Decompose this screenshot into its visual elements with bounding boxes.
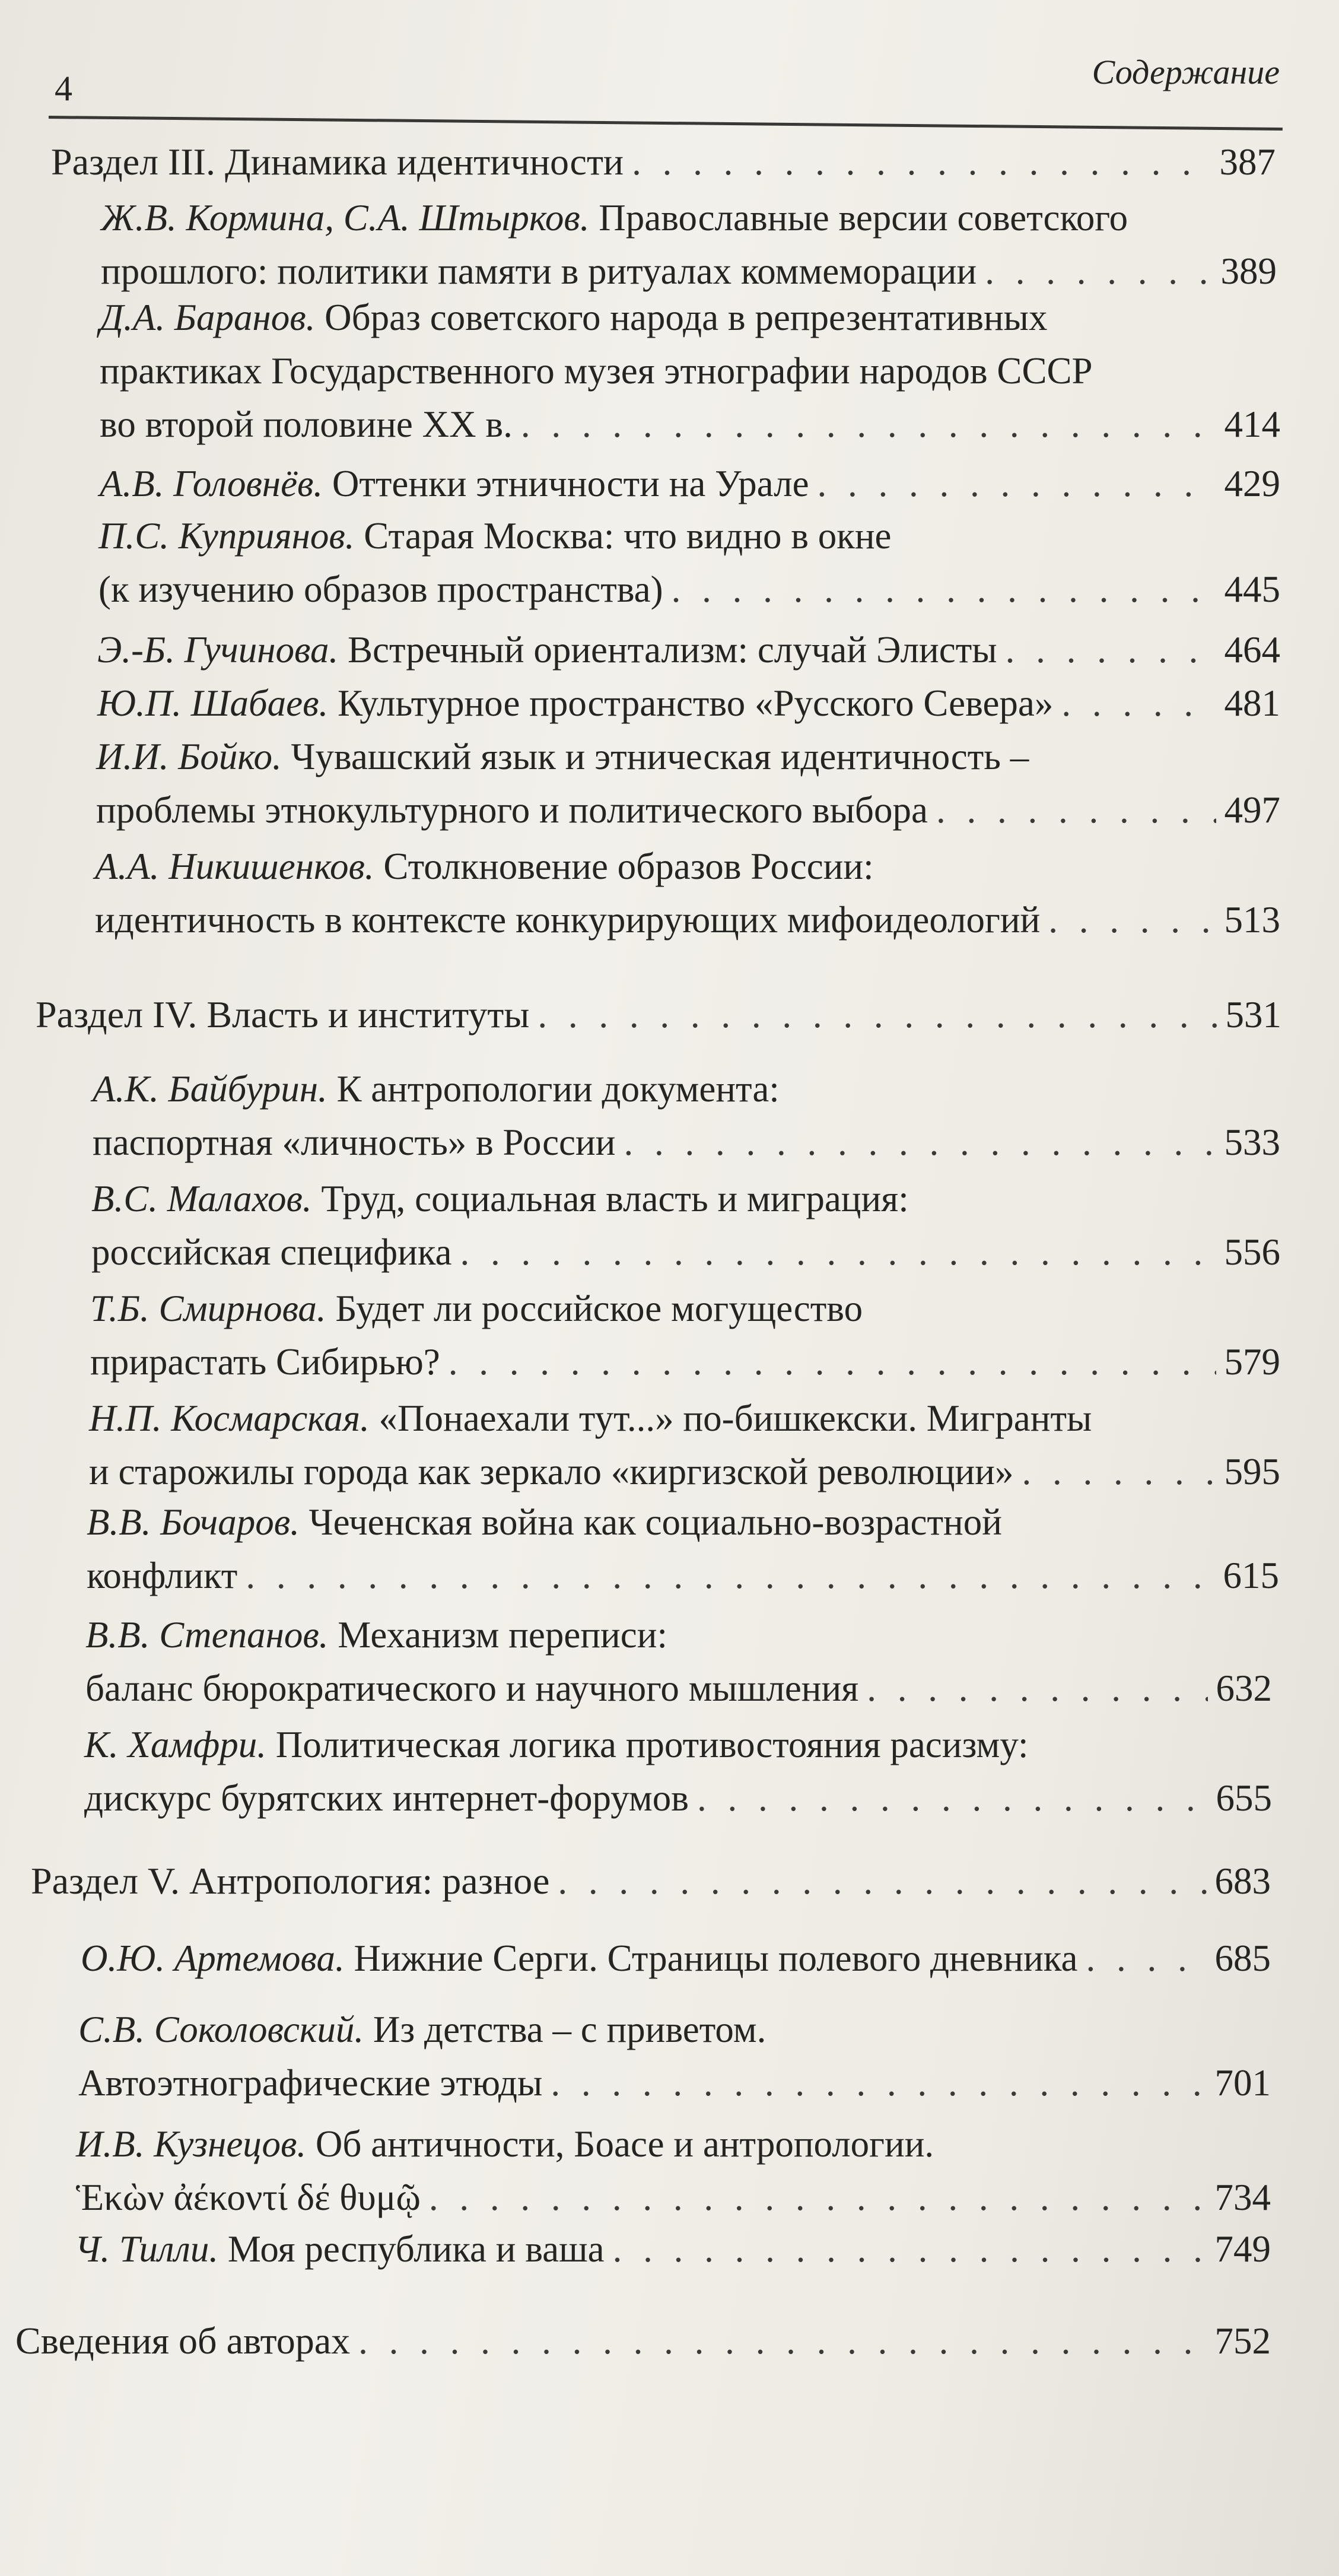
leader-dots — [521, 398, 1216, 451]
toc-entry — [89, 1392, 1280, 1498]
toc-entry — [100, 457, 1280, 510]
page-ref: 655 — [1216, 1777, 1272, 1819]
page-ref: 533 — [1224, 1122, 1280, 1163]
toc-entry — [93, 1062, 1280, 1169]
leader-dots — [429, 2171, 1207, 2224]
page-ref: 683 — [1214, 1860, 1271, 1902]
toc-entry — [76, 2117, 1271, 2224]
leader-dots — [449, 1335, 1216, 1389]
toc-section — [15, 2314, 1271, 2368]
page-number: 4 — [55, 69, 72, 108]
page-ref: 387 — [1219, 141, 1276, 183]
entry-title: Чувашский язык и этническая идентичность – — [291, 736, 1029, 777]
entry-author: Ю.П. Шабаев. — [97, 682, 329, 724]
entry-title-cont: прирастать Сибирью? — [90, 1341, 440, 1383]
leader-dots — [818, 457, 1216, 510]
page-ref: 497 — [1224, 789, 1280, 831]
toc-entry — [78, 2003, 1271, 2110]
entry-author: Ж.В. Кормина, С.А. Штырков. — [101, 197, 590, 239]
entry-title: Столкновение образов России: — [383, 846, 874, 887]
toc-entry — [96, 730, 1280, 837]
toc-entry — [95, 840, 1280, 946]
toc-entry — [97, 676, 1280, 730]
entry-title: Чеченская война как социально-возрастной — [308, 1501, 1002, 1543]
leader-dots — [551, 2056, 1206, 2110]
entry-title-cont: во второй половине XX в. — [100, 404, 513, 445]
entry-title-cont: и старожилы города как зеркало «киргизской революции» — [89, 1451, 1014, 1492]
entry-title-cont: проблемы этнокультурного и политического выбора — [96, 789, 928, 831]
entry-title: Механизм переписи: — [338, 1614, 667, 1656]
entry-title: Об античности, Боасе и антропологии. — [315, 2123, 934, 2165]
leader-dots — [460, 1225, 1216, 1279]
toc-entry — [91, 1172, 1280, 1279]
leader-dots — [613, 2222, 1207, 2276]
page-ref: 464 — [1224, 629, 1280, 671]
header-rule — [49, 116, 1283, 131]
entry-author: Ч. Тилли. — [75, 2228, 219, 2270]
toc-entry — [101, 191, 1277, 298]
entry-title: Политическая логика противостояния расизму: — [275, 1724, 1029, 1765]
entry-title: Будет ли российское могущество — [335, 1288, 863, 1329]
entry-author: А.К. Байбурин. — [93, 1068, 327, 1110]
page-ref: 752 — [1214, 2320, 1271, 2362]
page-ref: 749 — [1214, 2228, 1271, 2270]
entry-title: Моя республика и ваша — [227, 2228, 605, 2270]
toc-entry — [97, 623, 1280, 676]
leader-dots — [867, 1662, 1207, 1715]
entry-title-cont: российская специфика — [91, 1231, 452, 1273]
section-title: Сведения об авторах — [15, 2320, 351, 2362]
page-ref: 445 — [1224, 568, 1280, 610]
section-title: Раздел III. Динамика идентичности — [51, 141, 624, 183]
page-ref: 595 — [1224, 1451, 1280, 1492]
entry-author: Т.Б. Смирнова. — [90, 1288, 326, 1329]
leader-dots — [537, 988, 1217, 1041]
entry-title: Старая Москва: что видно в окне — [364, 515, 892, 557]
page-ref: 414 — [1224, 404, 1280, 445]
leader-dots — [1061, 676, 1216, 730]
page-ref: 685 — [1214, 1937, 1271, 1979]
entry-author: А.В. Головнёв. — [100, 463, 323, 504]
entry-author: И.И. Бойко. — [96, 736, 282, 777]
toc-section — [31, 1854, 1271, 1908]
entry-author: Н.П. Космарская. — [89, 1397, 370, 1439]
toc-section — [36, 988, 1281, 1041]
toc-section — [51, 135, 1276, 189]
entry-author: Д.А. Баранов. — [100, 297, 316, 338]
leader-dots — [632, 135, 1211, 189]
entry-author: К. Хамфри. — [84, 1724, 267, 1765]
toc-entry — [98, 509, 1280, 616]
leader-dots — [1048, 893, 1216, 946]
entry-author: В.В. Степанов. — [85, 1614, 329, 1656]
entry-title-cont: практиках Государственного музея этнографии народов СССР — [100, 350, 1093, 392]
entry-title: Труд, социальная власть и миграция: — [321, 1178, 909, 1219]
entry-title: «Понаехали тут...» по-бишкекски. Мигранты — [379, 1397, 1092, 1439]
leader-dots — [246, 1549, 1214, 1602]
entry-title-cont: паспортная «личность» в России — [93, 1122, 616, 1163]
page-ref: 513 — [1224, 899, 1280, 941]
entry-author: В.В. Бочаров. — [87, 1501, 300, 1543]
entry-title-cont: дискурс бурятских интернет-форумов — [84, 1777, 689, 1819]
entry-title-cont: прошлого: политики памяти в ритуалах коммеморации — [101, 250, 977, 292]
entry-author: П.С. Куприянов. — [98, 515, 355, 557]
entry-title: К антропологии документа: — [336, 1068, 780, 1110]
leader-dots — [1086, 1932, 1206, 1985]
section-title: Раздел IV. Власть и институты — [36, 993, 530, 1036]
entry-title-cont: Автоэтнографические этюды — [78, 2062, 543, 2104]
leader-dots — [624, 1116, 1216, 1169]
leader-dots — [1006, 623, 1216, 676]
section-title: Раздел V. Антропология: разное — [31, 1860, 550, 1902]
entry-author: И.В. Кузнецов. — [76, 2123, 307, 2165]
toc-entry — [75, 2222, 1271, 2276]
leader-dots — [985, 244, 1212, 298]
entry-title-cont: идентичность в контексте конкурирующих мифоидеологий — [95, 899, 1041, 941]
page-ref: 632 — [1216, 1667, 1272, 1709]
toc-entry — [100, 291, 1280, 451]
page-ref: 734 — [1214, 2177, 1271, 2218]
leader-dots — [672, 563, 1216, 616]
entry-author: О.Ю. Артемова. — [81, 1937, 345, 1979]
entry-author: В.С. Малахов. — [91, 1178, 312, 1219]
entry-author: А.А. Никишенков. — [95, 846, 374, 887]
entry-title: Образ советского народа в репрезентативных — [325, 297, 1048, 338]
toc-entry — [87, 1495, 1279, 1602]
toc-entry — [84, 1718, 1272, 1825]
entry-title: Встречный ориентализм: случай Элисты — [347, 629, 997, 671]
page-ref: 615 — [1223, 1555, 1279, 1596]
entry-title-cont: баланс бюрократического и научного мышления — [85, 1667, 859, 1709]
page-ref: 531 — [1225, 994, 1281, 1036]
page-ref: 429 — [1224, 463, 1280, 504]
entry-title: Нижние Серги. Страницы полевого дневника — [354, 1937, 1078, 1979]
entry-author: С.В. Соколовский. — [78, 2009, 364, 2050]
toc-entry — [90, 1282, 1280, 1389]
entry-title: Из детства – с приветом. — [373, 2009, 766, 2050]
entry-title: Оттенки этничности на Урале — [332, 463, 809, 504]
entry-author: Э.-Б. Гучинова. — [97, 629, 339, 671]
entry-title-cont: (к изучению образов пространства) — [98, 568, 663, 610]
leader-dots — [558, 1854, 1206, 1908]
page-ref: 701 — [1214, 2062, 1271, 2104]
toc-entry — [81, 1932, 1271, 1985]
page-ref: 579 — [1224, 1341, 1280, 1383]
entry-title: Православные версии советского — [599, 197, 1128, 239]
page-ref: 556 — [1224, 1231, 1280, 1273]
entry-title: Культурное пространство «Русского Севера» — [337, 682, 1054, 724]
leader-dots — [1022, 1445, 1216, 1498]
leader-dots — [697, 1771, 1207, 1825]
entry-title-cont: конфликт — [87, 1555, 238, 1596]
leader-dots — [936, 783, 1216, 837]
page-ref: 389 — [1220, 250, 1277, 292]
toc-entry — [85, 1608, 1272, 1715]
entry-title-cont: Ἑκὼν ἀέκοντί δέ θυμῷ — [76, 2177, 421, 2218]
leader-dots — [358, 2314, 1206, 2368]
page-ref: 481 — [1224, 682, 1280, 724]
running-head: Содержание — [1092, 53, 1280, 91]
